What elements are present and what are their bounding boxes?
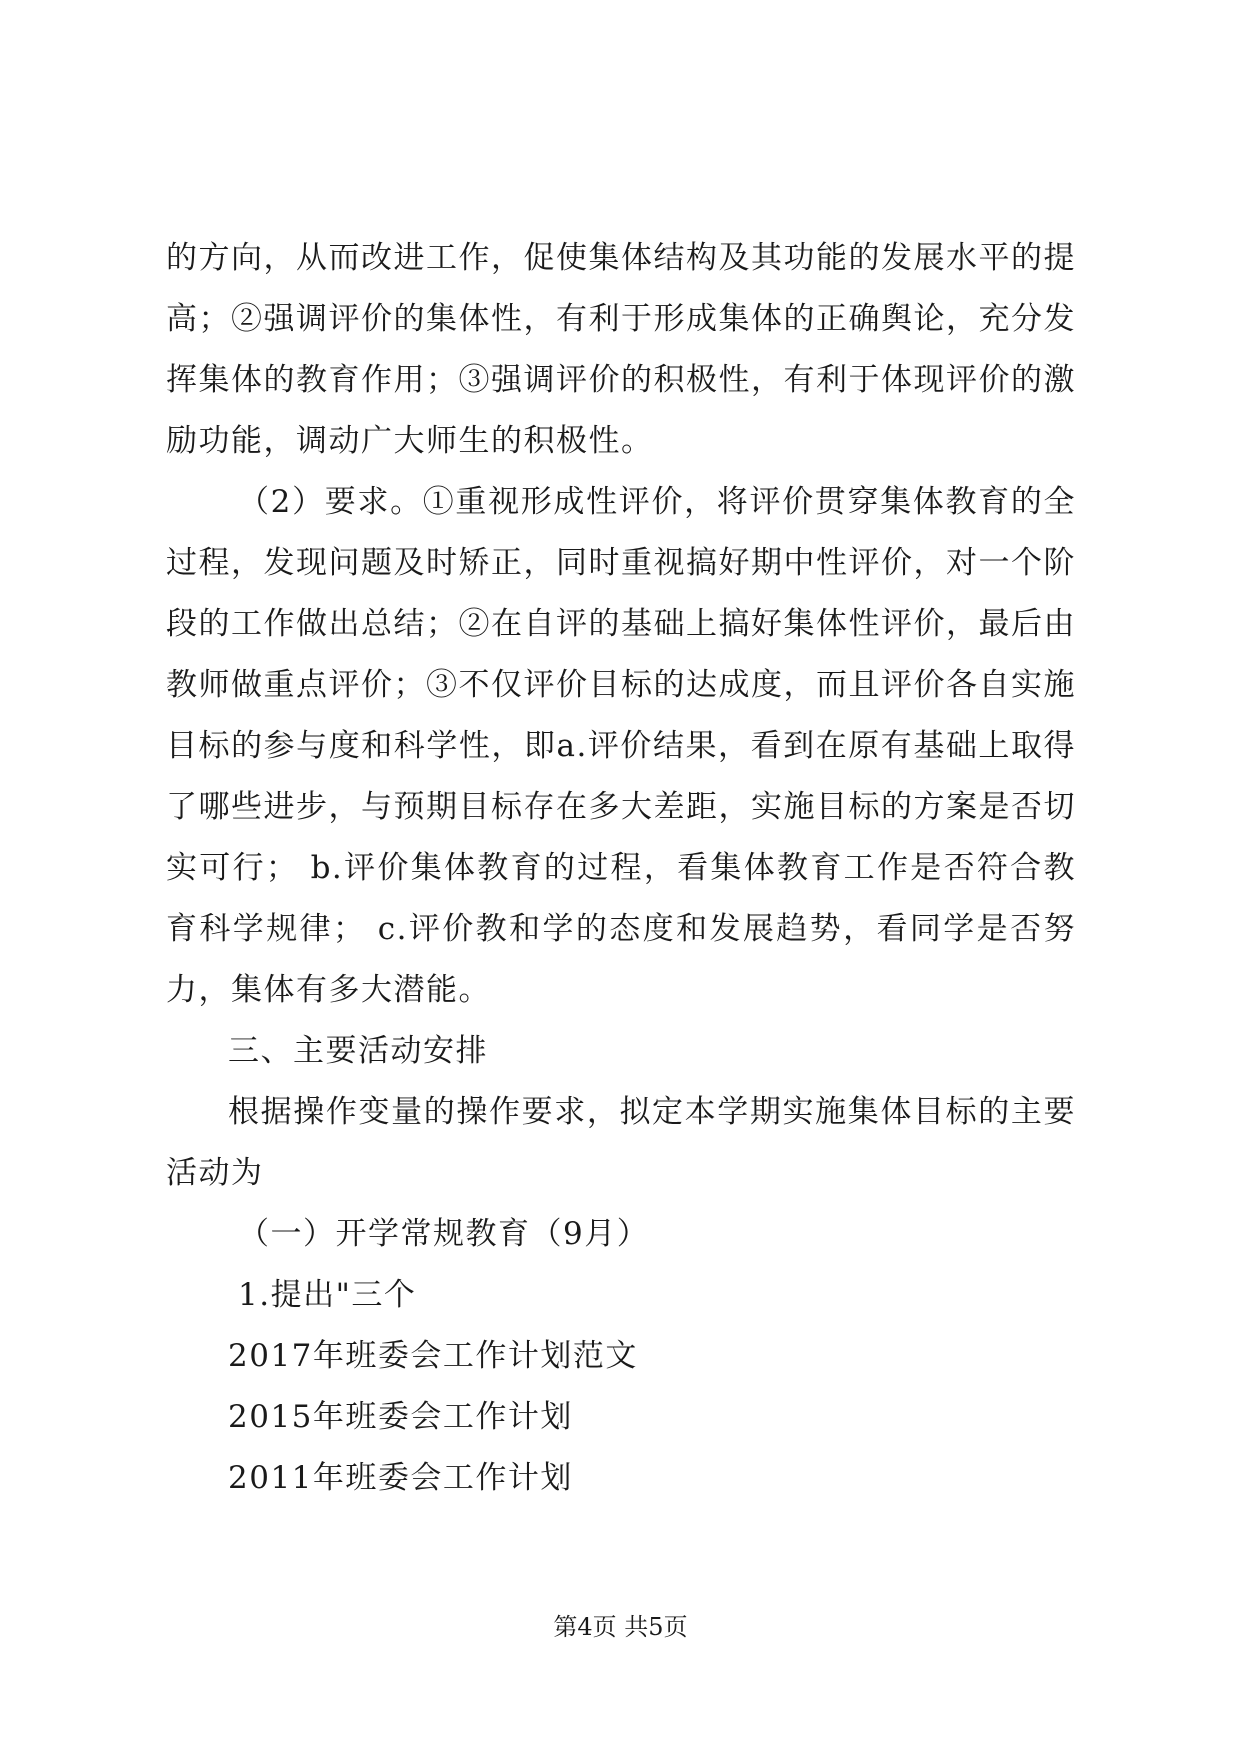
related-link-2015[interactable]: 2015年班委会工作计划: [228, 1399, 573, 1435]
related-link-2011[interactable]: 2011年班委会工作计划: [228, 1460, 573, 1496]
subsection-heading: （一）开学常规教育（9月）: [238, 1216, 650, 1252]
paragraph-requirements: （2）要求。①重视形成性评价，将评价贯穿集体教育的全过程，发现问题及时矫正，同时重视搞好期中性评价，对一个阶段的工作做出总结；②在自评的基础上搞好集体性评价，最后由教师做重点评价；③不仅评价目标的达成度，而且评价各自实施目标的参与度和科学性，即a.评价结果，看到在原有基础上取得了哪些进步，与预期目标存在多大差距，实施目标的方案是否切实可行； b.评价集体教育的过程，看集体教育工作是否符合教育科学规律； c.评价教和学的态度和发展趋势，看同学是否努力，集体有多大潜能。: [166, 484, 1076, 1008]
page-footer: [0, 1612, 1241, 1642]
document-body: [166, 228, 1076, 1509]
list-item: 1.提出"三个: [238, 1277, 417, 1313]
related-link-2017[interactable]: 2017年班委会工作计划范文: [228, 1338, 638, 1374]
section-heading: 三、主要活动安排: [228, 1033, 488, 1069]
paragraph-continuation: 的方向，从而改进工作，促使集体结构及其功能的发展水平的提高；②强调评价的集体性，有利于形成集体的正确舆论，充分发挥集体的教育作用；③强调评价的积极性，有利于体现评价的激励功能，调动广大师生的积极性。: [166, 240, 1076, 459]
paragraph-activities-intro: 根据操作变量的操作要求，拟定本学期实施集体目标的主要活动为: [166, 1094, 1076, 1191]
page-indicator: 第4页 共5页: [553, 1613, 688, 1641]
